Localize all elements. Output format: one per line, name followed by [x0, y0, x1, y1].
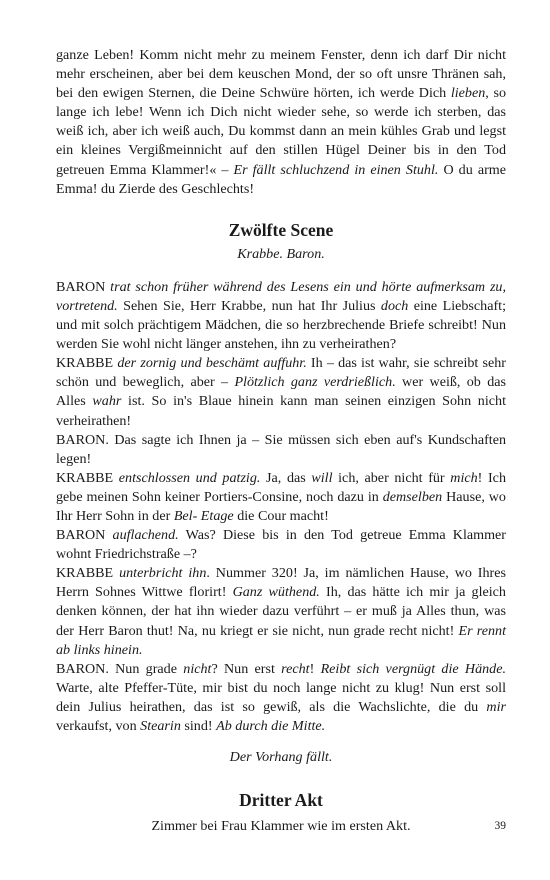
speaker: KRABBE: [56, 355, 118, 372]
stage-direction: Er rennt ab links hinein.: [56, 622, 507, 658]
emphasis: will: [311, 469, 333, 486]
text-run: eine Liebschaft; und mit solch prächtigem Mädchen, die so herzbrechende Briefe schreibt! Nun werden Sie wohl nicht länger anstehen, ihn zu verheirathen?: [56, 297, 506, 353]
text-run: verkaufst, von: [56, 718, 141, 734]
emphasis: lieben: [450, 85, 486, 102]
act-setting: Zimmer bei Frau Klammer wie im ersten Akt.: [151, 818, 411, 835]
text-run: Ja, das: [260, 469, 312, 486]
stage-direction: unterbricht ihn: [119, 565, 207, 582]
scene-characters: Krabbe. Baron.: [237, 245, 325, 262]
page-number: 39: [494, 820, 506, 832]
text-run: Warte, alte Pfeffer-Tüte, mir bist du noch lange nicht zu klug! Nun erst soll dein Julius heirathen, das ist so gewiß, als die Wachslichte, die du: [56, 679, 506, 715]
text-run: ! Ich gebe meinen Sohn keiner Portiers-Consine, noch dazu in: [56, 469, 506, 505]
text-block: [56, 46, 506, 836]
text-run: . Nummer 320! Ja, im nämlichen Hause, wo Ihres Herrn Sohnes Wittwe florirt!: [56, 565, 506, 601]
stage-direction: Er fällt schluchzend in einen Stuhl.: [233, 161, 439, 178]
text-run: , so lange ich lebe! Wenn ich Dich nicht wieder sehe, so werde ich sterben, das weiß ich, aber ich weiß auch, Du kommst dann an mein kühles Grab und legst ein kleines Vergißmeinnicht auf den stillen Hügel Deiner bis in den Tod getreuen Emma Klammer!« –: [56, 85, 506, 178]
dialogue-baron-3: [56, 526, 506, 564]
text-run: ganze Leben! Komm nicht mehr zu meinem Fenster, denn ich darf Dir nicht mehr erscheinen, aber bei dem keuschen Mond, der so oft unsre Thränen sah, bei den ewigen Sternen, die Deine Schwüre hörten, ich werde Dich: [56, 47, 506, 102]
emphasis: mir: [486, 698, 506, 715]
dialogue-baron-2: [56, 431, 506, 469]
stage-direction: Reibt sich vergnügt die Hände.: [320, 660, 506, 677]
act-title: Dritter Akt: [239, 790, 323, 811]
text-run: Sehen Sie, Herr Krabbe, nun hat Ihr Julius: [117, 297, 381, 314]
paragraph-letter-end: [56, 46, 506, 199]
text-run: sind!: [180, 718, 217, 734]
speaker: BARON: [56, 278, 111, 295]
stage-direction: Ganz wüthend.: [232, 584, 320, 601]
emphasis: doch: [380, 297, 409, 314]
speaker: KRABBE: [56, 469, 119, 486]
text-run: Ih – das ist wahr, sie schreibt sehr schön und beweglich, aber –: [56, 355, 506, 391]
dialogue-krabbe-2: [56, 469, 506, 526]
speaker: BARON: [56, 527, 113, 544]
scene-title: Zwölfte Scene: [228, 219, 334, 240]
stage-direction: auflachend.: [112, 527, 179, 544]
text-run: Hause, wo Ihr Herr Sohn in der: [56, 488, 506, 524]
curtain-direction: Der Vorhang fällt.: [229, 749, 333, 766]
text-run: ist. So in's Blaue hinein kann man seinen einzigen Sohn nicht verheirathen!: [56, 393, 506, 429]
text-run: ich, aber nicht für: [332, 469, 451, 486]
stage-direction: entschlossen und patzig.: [118, 469, 261, 486]
speaker: KRABBE: [56, 565, 120, 582]
text-run: Ih, das hätte ich mir ja gleich denken können, der hat ihn wieder dazu verführt – er muß ja Alles thun, was der Herr Baron thut! Na, nu kriegt er sie nicht, nun grade recht nicht!: [56, 584, 506, 639]
emphasis: recht: [281, 660, 310, 677]
emphasis: wahr: [92, 393, 122, 410]
emphasis: Bel- Etage: [173, 507, 234, 524]
text-run: BARON. Das sagte ich Ihnen ja – Sie müssen sich eben auf's Kundschaften legen!: [56, 431, 506, 467]
dialogue-baron-4: [56, 660, 506, 736]
text-run: Was? Diese bis in den Tod getreue Emma Klammer wohnt Friedrichstraße –?: [56, 527, 506, 563]
emphasis: demselben: [382, 488, 443, 505]
stage-direction: trat schon früher während des Lesens ein und hörte aufmerksam zu, vortretend.: [56, 278, 506, 314]
emphasis: Stearin: [140, 718, 181, 734]
stage-direction: der zornig und beschämt auffuhr.: [117, 355, 307, 372]
text-run: ? Nun erst: [211, 660, 282, 677]
stage-direction: Plötzlich ganz verdrießlich.: [234, 374, 396, 391]
stage-direction: Ab durch die Mitte.: [216, 718, 326, 734]
text-run: die Cour macht!: [233, 507, 329, 524]
dialogue-krabbe-3: [56, 564, 506, 659]
text-run: wer weiß, ob das Alles: [56, 374, 506, 410]
emphasis: nicht: [183, 660, 212, 677]
dialogue-baron-1: [56, 278, 506, 354]
text-run: BARON. Nun grade: [56, 660, 184, 677]
dialogue-krabbe-1: [56, 354, 506, 430]
text-run: O du arme Emma! du Zierde des Geschlechts!: [56, 161, 506, 197]
text-run: !: [309, 660, 321, 677]
emphasis: mich: [450, 469, 478, 486]
